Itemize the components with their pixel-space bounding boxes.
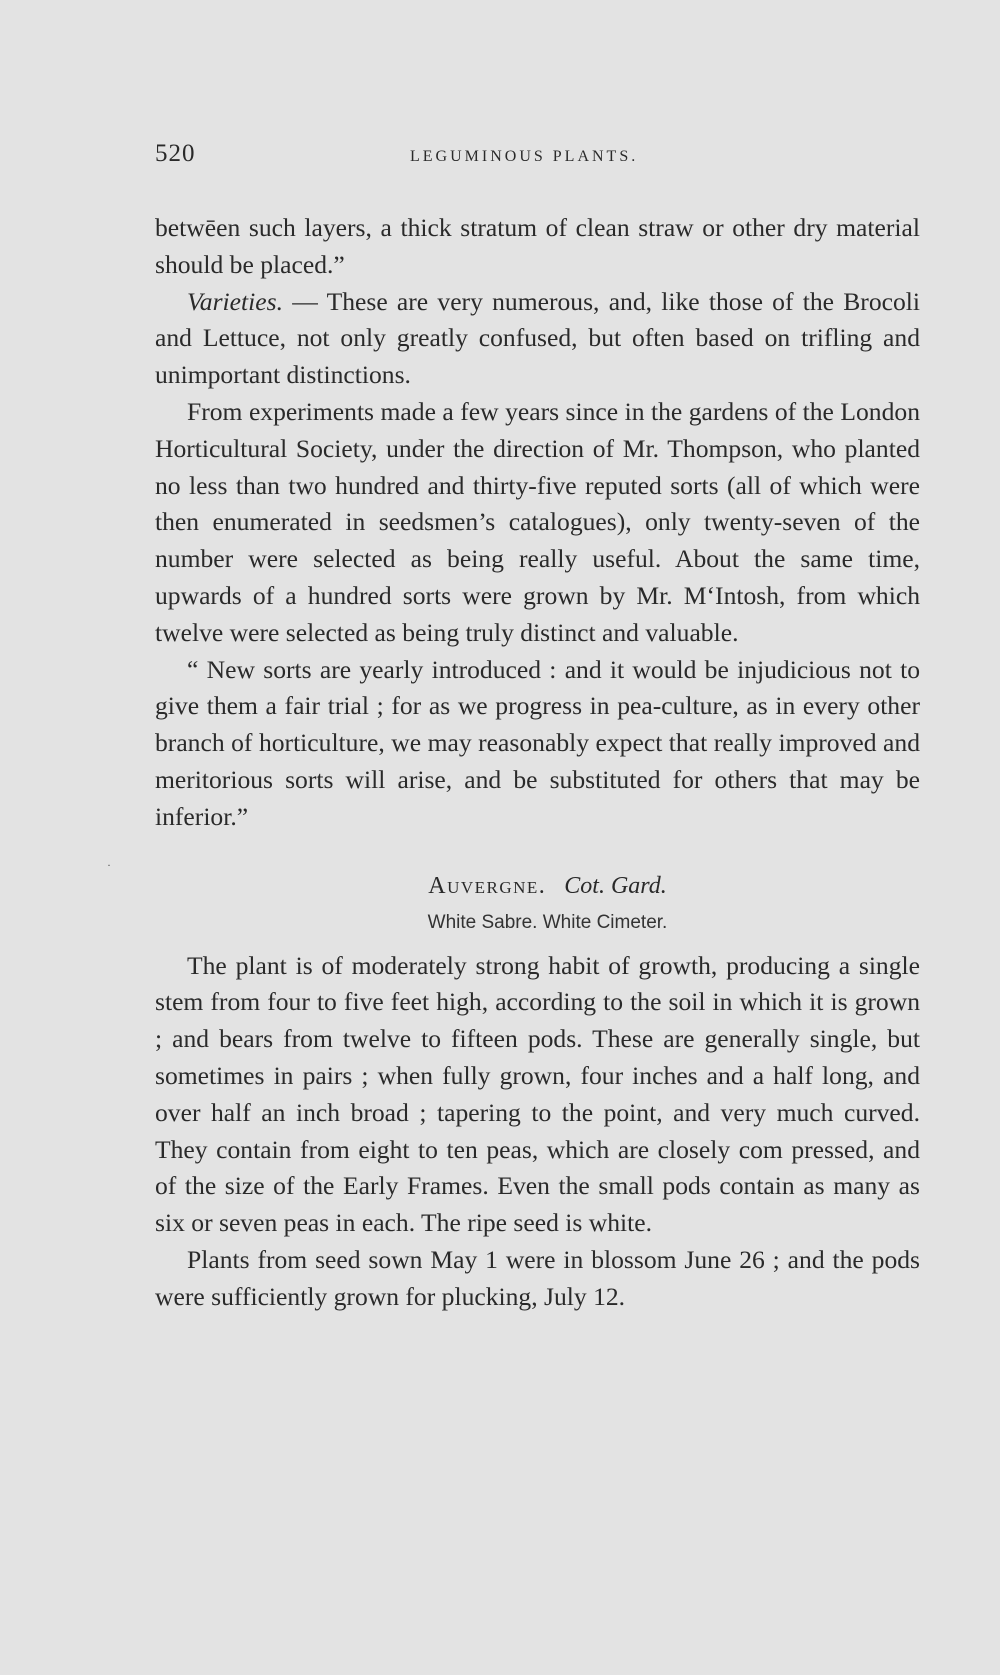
paragraph-continuation: betwēen such layers, a thick stratum of clean straw or other dry material should be placed.” [155, 213, 920, 279]
running-head [155, 140, 920, 176]
paragraph-blossom: Plants from seed sown May 1 were in blossom June 26 ; and the pods were sufficiently grown for plucking, July 12. [155, 1244, 920, 1311]
page-number: 520 [155, 140, 196, 167]
variety-heading [155, 870, 920, 902]
paragraph-experiments: From experiments made a few years since in the gardens of the London Horticultural Society, under the direction of Mr. Thompson, who planted no less than two hundred and thirty-five reputed sorts (all of which were then enumerated in seedsmen’s catalogues), only twenty-seven of the number were selected as being really useful. About the same time, upwards of a hundred sorts were grown by Mr. M‘Intosh, from which twelve were selected as being truly distinct and valuable. [155, 396, 920, 647]
body-text [155, 210, 920, 1316]
paragraph-quote: “ New sorts are yearly introduced : and it would be injudicious not to give them a fair trial ; for as we progress in pea-culture, as in every other branch of horticulture, we may reasonably expect that really improved and meritorious sorts will arise, and be substituted for others that may be inferior.” [155, 654, 920, 831]
variety-synonyms: White Sabre. White Cimeter. [427, 911, 668, 933]
varieties-text: — These are very numerous, and, like those of the Brocoli and Lettuce, not only greatly confused, but often based on trifling and unimportant distinctions. [155, 286, 920, 390]
varieties-label: Varieties. [187, 286, 283, 316]
page [155, 140, 920, 1316]
paragraph-varieties [155, 284, 920, 394]
variety-name: Auvergne. [428, 872, 547, 899]
margin-mark: · [107, 858, 111, 872]
paragraph-description: The plant is of moderately strong habit of growth, producing a single stem from four to five feet high, according to the soil in which it is grown ; and bears from twelve to fifteen pods. These are generally single, but sometimes in pairs ; when fully grown, four inches and a half long, and over half an inch broad ; tapering to the point, and very much curved. They contain from eight to ten peas, which are closely com pressed, and of the size of the Early Frames. Even the small pods contain as many as six or seven peas in each. The ripe seed is white. [155, 950, 920, 1238]
variety-authority: Cot. Gard. [564, 872, 667, 899]
running-title: LEGUMINOUS PLANTS. [410, 148, 639, 165]
